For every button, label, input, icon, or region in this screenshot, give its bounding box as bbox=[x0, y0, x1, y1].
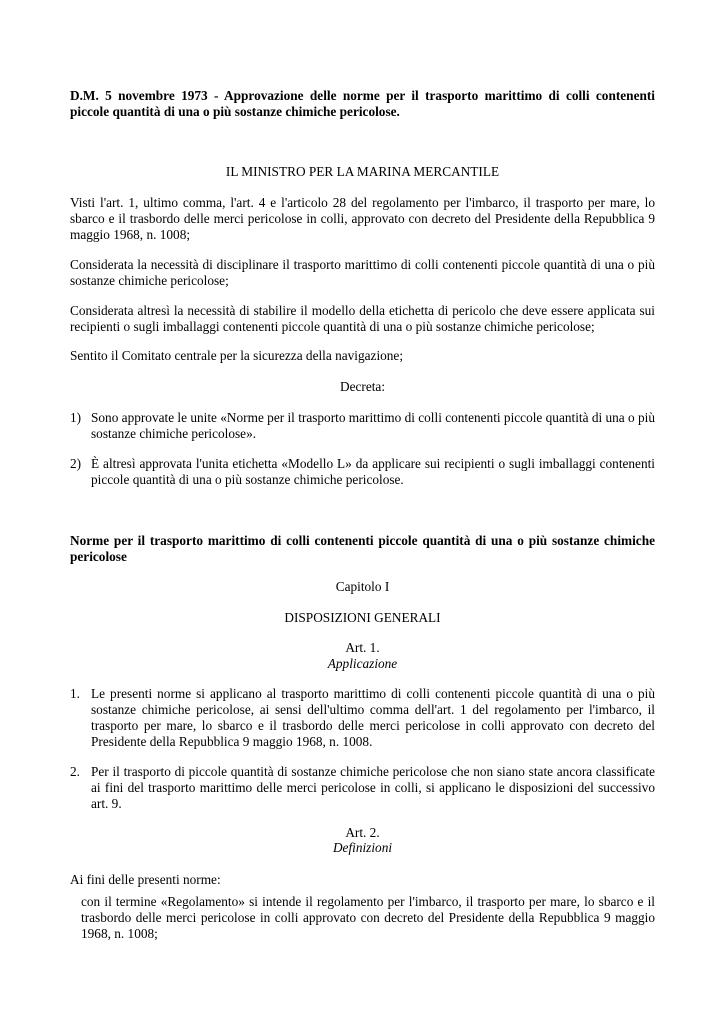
decreta-heading: Decreta: bbox=[339, 379, 386, 394]
document-title: D.M. 5 novembre 1973 - Approvazione delle norme per il trasporto marittimo di colli contenenti piccole quantità di una o più sostanze chimiche pericolose. bbox=[70, 88, 655, 119]
article-item-number: 1. bbox=[70, 686, 80, 701]
definition-paragraph: con il termine «Regolamento» si intende il regolamento per l'imbarco, il trasporto per mare, lo sbarco e il trasbordo delle merci pericolose in colli approvato con decreto del Presidente della Repubblica 9 maggio 1968, n. 1008; bbox=[81, 894, 655, 941]
preamble-paragraph: Considerata altresì la necessità di stabilire il modello della etichetta di pericolo che deve essere applicata sui recipienti o sugli imballaggi contenenti piccole quantità di una o più sostanze chimiche pericolose; bbox=[70, 303, 655, 334]
chapter-title: DISPOSIZIONI GENERALI bbox=[284, 610, 441, 625]
article-subtitle: Applicazione bbox=[327, 656, 398, 671]
decree-item-number: 2) bbox=[70, 456, 82, 471]
article-item-text: Per il trasporto di piccole quantità di sostanze chimiche pericolose che non siano state ancora classificate ai fini del trasporto marittimo delle merci pericolose in colli, si applicano le disposizioni del successivo art. 9. bbox=[91, 764, 655, 811]
preamble-paragraph: Visti l'art. 1, ultimo comma, l'art. 4 e l'articolo 28 del regolamento per l'imbarco, il trasporto per mare, lo sbarco e il trasbordo delle merci pericolose in colli, approvato con decreto del Presidente della Repubblica 9 maggio 1968, n. 1008; bbox=[70, 195, 655, 242]
minister-heading: IL MINISTRO PER LA MARINA MERCANTILE bbox=[225, 164, 500, 179]
decree-item-number: 1) bbox=[70, 410, 82, 425]
article-item-number: 2. bbox=[70, 764, 80, 779]
chapter-label: Capitolo I bbox=[335, 579, 390, 594]
article-item-text: Le presenti norme si applicano al trasporto marittimo di colli contenenti piccole quantità di una o più sostanze chimiche pericolose, ai sensi dell'ultimo comma dell'art. 1 del regolamento per l'imbarco, il trasporto per mare, lo sbarco e il trasbordo delle merci pericolose in colli approvato con decreto del Presidente della Repubblica 9 maggio 1968, n. 1008. bbox=[91, 686, 655, 749]
article-label: Art. 1. bbox=[345, 640, 380, 655]
norme-title: Norme per il trasporto marittimo di colli contenenti piccole quantità di una o più sostanze chimiche pericolose bbox=[70, 533, 655, 564]
article-label: Art. 2. bbox=[345, 825, 380, 840]
article-intro: Ai fini delle presenti norme: bbox=[70, 872, 221, 887]
decree-item-text: Sono approvate le unite «Norme per il trasporto marittimo di colli contenenti piccole quantità di una o più sostanze chimiche pericolose». bbox=[91, 410, 655, 441]
preamble-paragraph: Considerata la necessità di disciplinare il trasporto marittimo di colli contenenti piccole quantità di una o più sostanze chimiche pericolose; bbox=[70, 257, 655, 288]
article-subtitle: Definizioni bbox=[332, 840, 393, 855]
preamble-paragraph: Sentito il Comitato centrale per la sicurezza della navigazione; bbox=[70, 348, 404, 363]
decree-item-text: È altresì approvata l'unita etichetta «Modello L» da applicare sui recipienti o sugli imballaggi contenenti piccole quantità di una o più sostanze chimiche pericolose. bbox=[91, 456, 655, 487]
